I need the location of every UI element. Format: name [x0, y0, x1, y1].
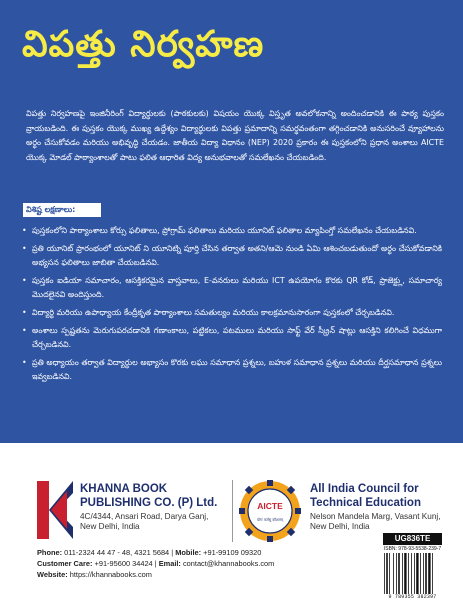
publisher-name-line: PUBLISHING CO. (P) Ltd. — [80, 496, 218, 509]
feature-item: • ప్రతి యూనిట్ ప్రారంభంలో యూనిట్ ని యూనిట్ని పూర్తి చేసిన తర్వాత అతని/ఆమె నుండి ఏమి ఆశించబడుతుందో అర్థం చేసుకోవడానికి అభ్యసన ఫలితాలు జాబితా చేయబడినవి. — [22, 242, 442, 271]
aicte-logo-motto: योगः कर्मसु कौशलम् — [256, 518, 284, 522]
features-heading: విశిష్ట లక్షణాలు: — [23, 203, 101, 217]
book-title: విపత్తు నిర్వహణ — [22, 24, 265, 65]
aicte-address-line: New Delhi, India — [310, 522, 370, 531]
email-value[interactable]: contact@khannabooks.com — [182, 559, 275, 568]
feature-item: • విద్యార్థి మరియు ఉపాధ్యాయ కేంద్రీకృత పాఠ్యాంశాలు సమతుల్యం మరియు కాలక్రమానుసారంగా పుస్తకంలో చేర్చబడినవి. — [22, 306, 442, 321]
aicte-logo-icon — [238, 479, 302, 543]
phone-value: 011-2324 44 47 - 48, 4321 5684 — [64, 548, 170, 557]
contact-line-phone — [37, 547, 377, 558]
mobile-value: +91-99109 09320 — [203, 548, 262, 557]
contact-separator: | — [171, 548, 176, 557]
website-value[interactable]: https://khannabooks.com — [69, 570, 152, 579]
publisher-logo-icon — [37, 481, 73, 539]
book-code-badge: UG836TE — [383, 533, 442, 545]
aicte-name-line: All India Council for — [310, 483, 419, 495]
contact-block — [37, 547, 377, 580]
care-value: +91-95600 34424 — [94, 559, 153, 568]
publisher-name-line: KHANNA BOOK — [80, 483, 168, 495]
publisher-address — [80, 512, 230, 532]
contact-line-care — [37, 558, 377, 569]
book-description: విపత్తు నిర్వహణపై ఇంజినీరింగ్ విద్యార్థులకు (పాఠకులకు) విషయం యొక్క విస్తృత అవలోకనాన్ని అందించడానికి ఈ పాఠ్య పుస్తకం వ్రాయబడింది. ఈ పుస్తకం యొక్క ముఖ్య ఉద్దేశ్యం విద్యార్థులకు విపత్తు ప్రమాదాన్ని సమర్థవంతంగా తగ్గించడానికి అనుసరించే వ్యూహాలను అర్థం చేసుకోవడం మరియు అభివృద్ధి చేయడం. జాతీయ విద్యా విధానం (NEP) 2020 ప్రకారం ఈ పుస్తకంలోని ప్రధాన అంశాలు AICTE యొక్క మోడల్ పాఠ్యాంశాలతో పాటు ఫలిత ఆధారిత విద్య అనుభవాలతో సమలేఖనం చేయబడింది. — [26, 109, 444, 162]
aicte-name — [310, 483, 460, 510]
publisher-address-line: New Delhi, India — [80, 522, 140, 531]
barcode-digits: 9 789355 382397 — [388, 594, 437, 600]
aicte-address — [310, 512, 460, 532]
barcode-icon — [383, 553, 442, 594]
publisher-address-line: 4C/4344, Ansari Road, Darya Ganj, — [80, 512, 209, 521]
email-label: Email: — [158, 559, 181, 568]
mobile-label: Mobile: — [175, 548, 202, 557]
phone-label: Phone: — [37, 548, 63, 557]
aicte-address-line: Nelson Mandela Marg, Vasant Kunj, — [310, 512, 441, 521]
isbn-text: ISBN: 978-93-5538-239-7 — [383, 546, 442, 552]
contact-line-website — [37, 569, 377, 580]
features-list — [22, 224, 442, 385]
feature-item: • అంశాలు స్పష్టతను మెరుగుపరచడానికి గణాంకాలు, పట్టికలు, పటములు మరియు సాఫ్ట్ వేర్ స్క్రీన్ షాట్లు ఆసక్తిని కలిగించే విధముగా చేర్చబడినవి. — [22, 324, 442, 353]
footer-divider — [232, 480, 233, 542]
care-label: Customer Care: — [37, 559, 93, 568]
contact-separator: | — [154, 559, 159, 568]
feature-item: • పుస్తకం ఐడియా సమాచారం, ఆసక్తికరమైన వాస్తవాలు, E-వనరులు మరియు ICT ఉపయోగం కొరకు QR కోడ్, ప్రాజెక్ట్లు, సమాచార్య మొదలైనవి అందిస్తుంది. — [22, 274, 442, 303]
aicte-logo-text: AICTE — [257, 501, 283, 511]
aicte-name-line: Technical Education — [310, 496, 421, 509]
feature-item: • ప్రతి అధ్యాయం తర్వాత విద్యార్థుల అభ్యాసం కొరకు లఘు సమాధాన ప్రశ్నలు, బహుళ సమాధాన ప్రశ్నలు మరియు దీర్ఘసమాధాన ప్రశ్నలు ఇవ్వబడినవి. — [22, 356, 442, 385]
feature-item: • పుస్తకంలోని పాఠ్యాంశాలు కోర్సు ఫలితాలు, ప్రోగ్రామ్ ఫలితాలు మరియు యూనిట్ ఫలితాల మ్యాపింగ్తో సమలేఖనం చేయబడినవి. — [22, 224, 442, 239]
website-label: Website: — [37, 570, 68, 579]
publisher-name — [80, 483, 230, 510]
